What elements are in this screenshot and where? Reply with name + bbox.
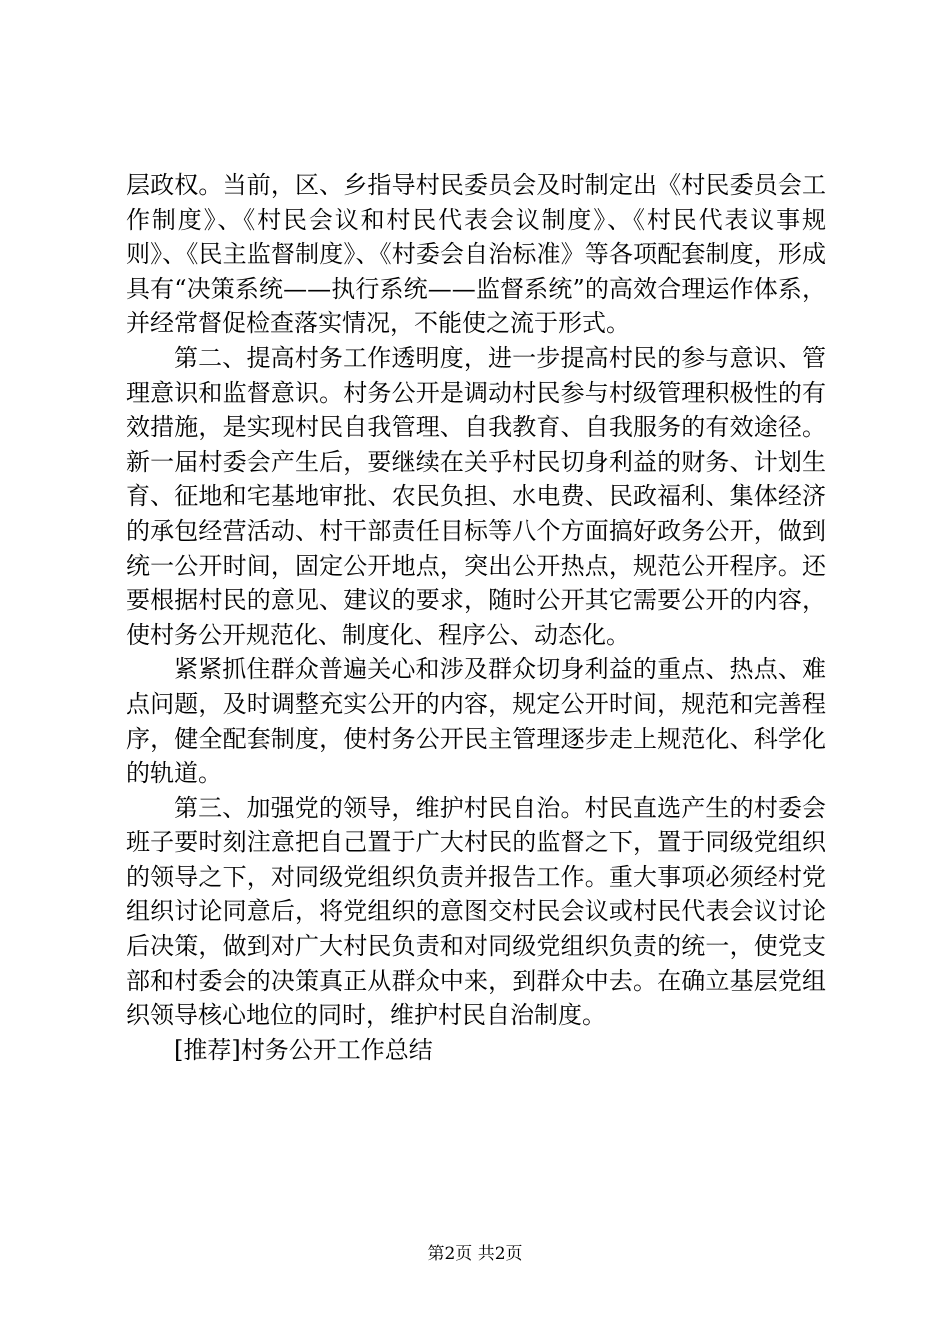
related-article-link[interactable]: [推荐]村务公开工作总结 [174,1035,433,1064]
page-number: 第2页 共2页 [427,1244,523,1264]
page-footer [0,1243,950,1265]
paragraph-third-point: 第三、加强党的领导，维护村民自治。村民直选产生的村委会班子要时刻注意把自己置于广大村民的监督之下，置于同级党组织的领导之下，对同级党组织负责并报告工作。重大事项必须经村党组织讨论同意后，将党组织的意图交村民会议或村民代表会议讨论后决策，做到对广大村民负责和对同级党组织负责的统一，使党支部和村委会的决策真正从群众中来，到群众中去。在确立基层党组织领导核心地位的同时，维护村民自治制度。 [126,793,826,1030]
paragraph-key-issues: 紧紧抓住群众普遍关心和涉及群众切身利益的重点、热点、难点问题，及时调整充实公开的内容，规定公开时间，规范和完善程序，健全配套制度，使村务公开民主管理逐步走上规范化、科学化的轨道。 [126,655,826,788]
document-body [126,168,826,1067]
paragraph-second-point: 第二、提高村务工作透明度，进一步提高村民的参与意识、管理意识和监督意识。村务公开是调动村民参与村级管理积极性的有效措施，是实现村民自我管理、自我教育、自我服务的有效途径。新一届村委会产生后，要继续在关乎村民切身利益的财务、计划生育、征地和宅基地审批、农民负担、水电费、民政福利、集体经济的承包经营活动、村干部责任目标等八个方面搞好政务公开，做到统一公开时间，固定公开地点，突出公开热点，规范公开程序。还要根据村民的意见、建议的要求，随时公开其它需要公开的内容，使村务公开规范化、制度化、程序公、动态化。 [126,343,826,649]
paragraph-continuation: 层政权。当前，区、乡指导村民委员会及时制定出《村民委员会工作制度》、《村民会议和村民代表会议制度》、《村民代表议事规则》、《民主监督制度》、《村委会自治标准》等各项配套制度，形成具有“决策系统——执行系统——监督系统”的高效合理运作体系，并经常督促检查落实情况，不能使之流于形式。 [126,171,826,338]
